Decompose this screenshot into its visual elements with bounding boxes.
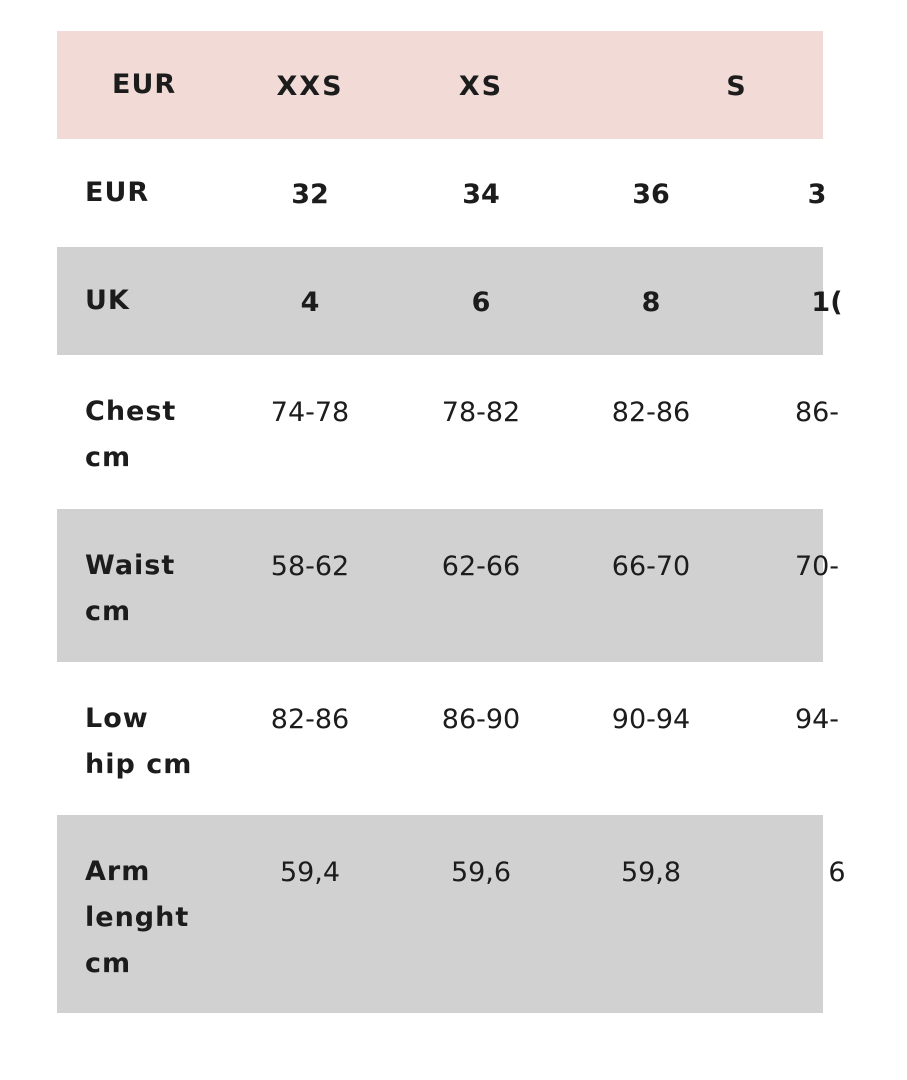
table-cell: 58-62 bbox=[270, 551, 350, 582]
table-cell: 6 bbox=[828, 857, 846, 888]
table-cell: 59,8 bbox=[620, 857, 682, 888]
table-cell: 62-66 bbox=[441, 551, 521, 582]
table-cell: 3 bbox=[807, 179, 827, 210]
header-size-xxs: XXS bbox=[276, 71, 344, 102]
row-label: Chest cm bbox=[85, 396, 177, 473]
table-cell: 86-90 bbox=[441, 704, 521, 735]
table-row bbox=[57, 247, 843, 355]
table-row bbox=[57, 815, 846, 1013]
table-cell: 82-86 bbox=[611, 397, 691, 428]
table-cell: 1( bbox=[811, 287, 843, 318]
table-cell: 74-78 bbox=[270, 397, 350, 428]
table-cell: 94- bbox=[794, 704, 840, 735]
table-row bbox=[57, 662, 840, 815]
header-size-xs: XS bbox=[458, 71, 504, 102]
row-label: Waist cm bbox=[85, 550, 176, 627]
table-cell: 59,4 bbox=[279, 857, 341, 888]
size-chart-table bbox=[57, 31, 846, 1013]
table-cell: 34 bbox=[462, 179, 500, 210]
table-row bbox=[57, 509, 840, 662]
size-header-row bbox=[57, 31, 823, 139]
table-cell: 4 bbox=[300, 287, 320, 318]
row-label: UK bbox=[85, 285, 130, 316]
table-cell: 86- bbox=[794, 397, 840, 428]
table-row bbox=[57, 139, 827, 247]
table-cell: 82-86 bbox=[270, 704, 350, 735]
header-label: EUR bbox=[112, 69, 177, 100]
table-cell: 36 bbox=[632, 179, 670, 210]
table-cell: 8 bbox=[641, 287, 661, 318]
table-cell: 32 bbox=[291, 179, 329, 210]
table-cell: 59,6 bbox=[450, 857, 512, 888]
table-cell: 70- bbox=[794, 551, 840, 582]
table-cell: 78-82 bbox=[441, 397, 521, 428]
row-label: Low hip cm bbox=[85, 703, 193, 780]
row-label: EUR bbox=[85, 177, 150, 208]
table-cell: 6 bbox=[471, 287, 491, 318]
table-cell: 90-94 bbox=[611, 704, 691, 735]
table-cell: 66-70 bbox=[611, 551, 691, 582]
header-size-s: S bbox=[726, 71, 748, 102]
table-row bbox=[57, 355, 840, 509]
row-label: Arm lenght cm bbox=[85, 856, 190, 979]
